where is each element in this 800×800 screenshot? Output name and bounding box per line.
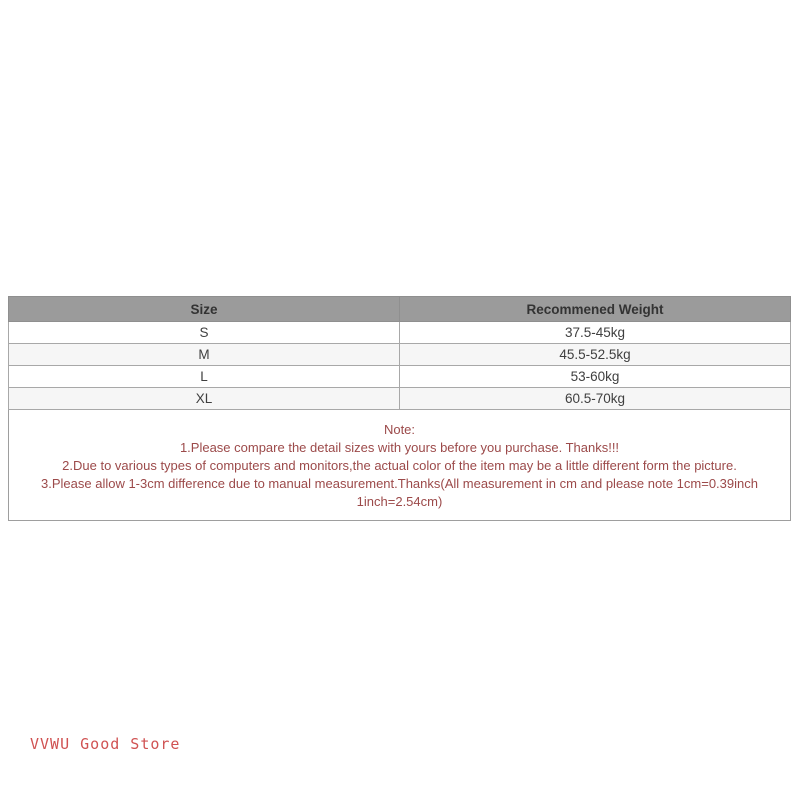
size-cell: XL [9, 388, 400, 410]
weight-column-header: Recommened Weight [400, 297, 791, 322]
size-table [8, 296, 791, 410]
table-header-row [9, 297, 791, 322]
size-column-header: Size [9, 297, 400, 322]
weight-cell: 45.5-52.5kg [400, 344, 791, 366]
note-title: Note: [383, 422, 416, 437]
table-row [9, 388, 791, 410]
note-box [8, 410, 791, 521]
weight-cell: 60.5-70kg [400, 388, 791, 410]
weight-cell: 37.5-45kg [400, 322, 791, 344]
store-watermark: VVWU Good Store [30, 735, 181, 753]
size-cell: L [9, 366, 400, 388]
size-chart-sheet [8, 296, 791, 521]
table-row [9, 322, 791, 344]
weight-cell: 53-60kg [400, 366, 791, 388]
size-cell: M [9, 344, 400, 366]
table-row [9, 366, 791, 388]
size-cell: S [9, 322, 400, 344]
note-line-1: 1.Please compare the detail sizes with yours before you purchase. Thanks!!! [179, 440, 620, 455]
table-row [9, 344, 791, 366]
note-line-3: 3.Please allow 1-3cm difference due to manual measurement.Thanks(All measurement in cm and please note 1cm=0.39inch 1inch=2.54cm) [41, 476, 758, 509]
note-line-2: 2.Due to various types of computers and monitors,the actual color of the item may be a little different form the picture. [62, 458, 737, 473]
